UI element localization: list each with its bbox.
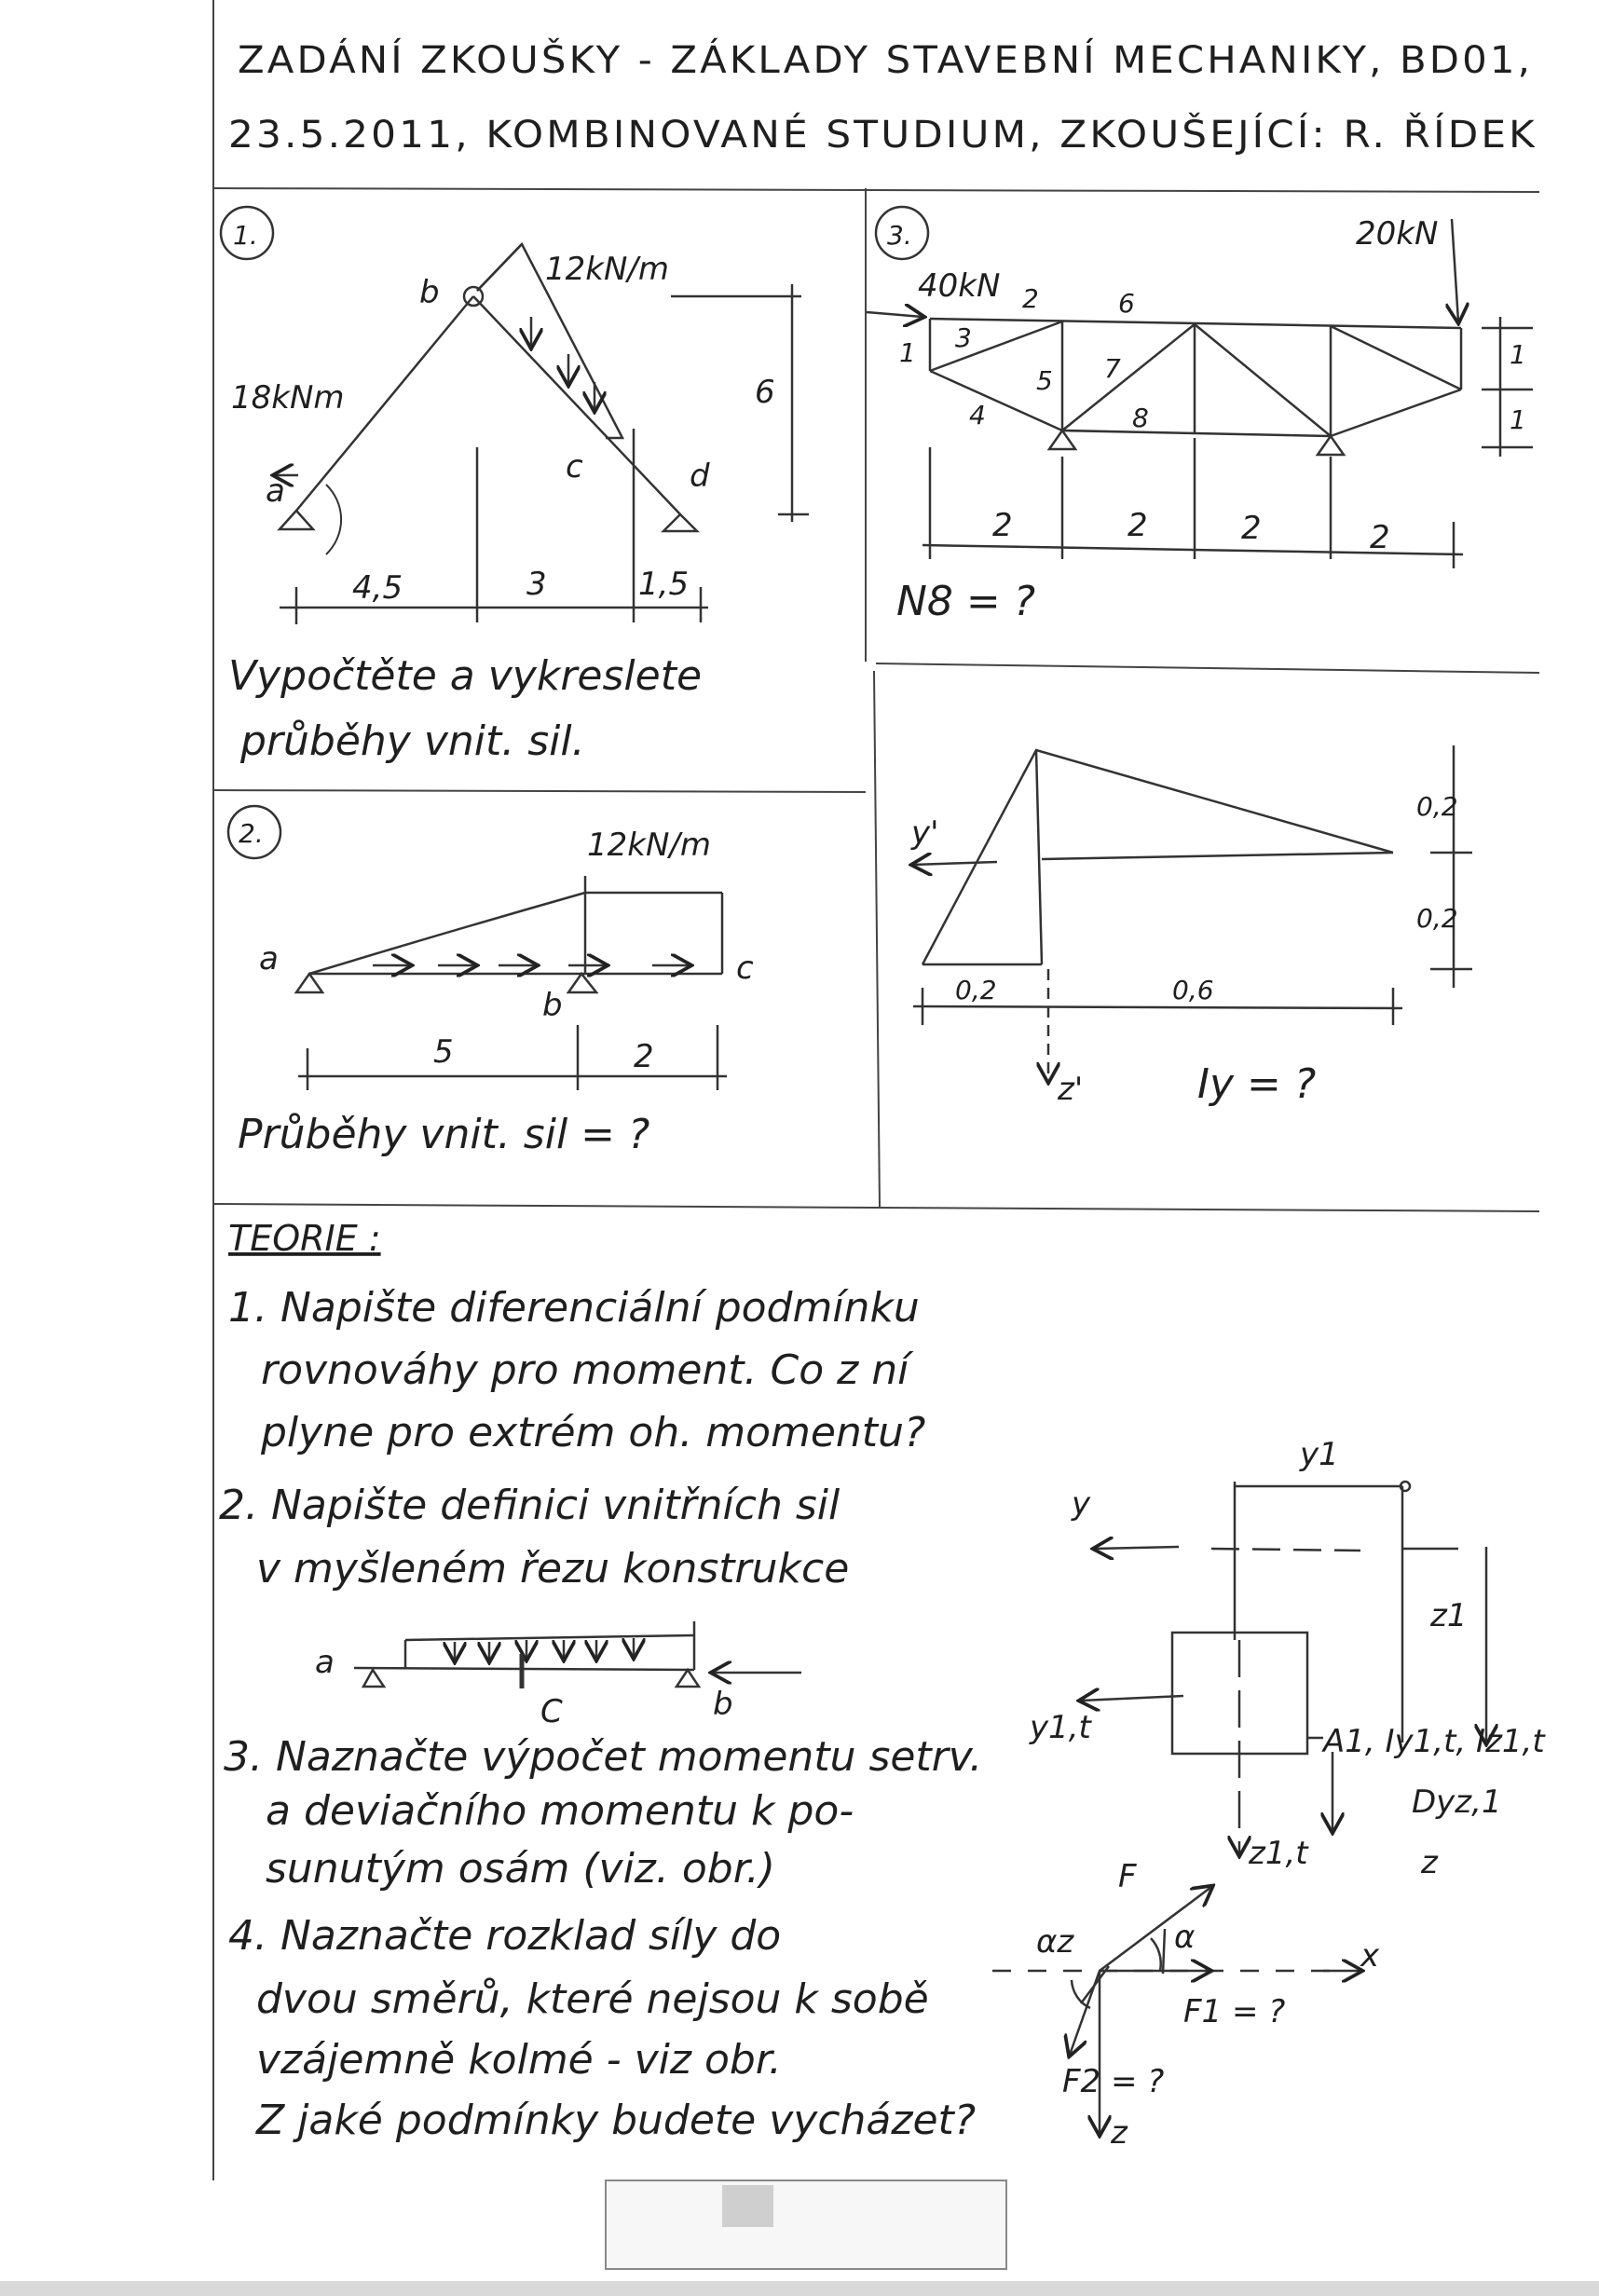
task3-force-left: 40kN (918, 267, 1001, 305)
force-F2: F2 = ? (1062, 2063, 1165, 2100)
task3-number: 3. (887, 220, 912, 251)
task1-dim3: 1,5 (638, 566, 690, 603)
task1-node-a: a (266, 472, 285, 510)
task3-force-top: 20kN (1356, 215, 1439, 253)
force-F: F (1118, 1858, 1137, 1895)
task3-dim-2: 2 (1128, 507, 1148, 544)
task1-number: 1. (233, 220, 258, 251)
theory-q4-line1: 4. Naznačte rozklad síly do (228, 1912, 782, 1960)
section-props: A1, Iy1,t, Iz1,t (1323, 1723, 1545, 1760)
task3-h1: 1 (1510, 339, 1526, 370)
theory-q3-line1: 3. Naznačte výpočet momentu setrv. (224, 1733, 983, 1781)
scan-artifact (0, 2180, 1599, 2296)
task1-height: 6 (755, 374, 775, 411)
task1-load: 12kN/m (545, 251, 669, 288)
task3-member-8: 8 (1132, 403, 1149, 433)
task1-text-2: průběhy vnit. sil. (240, 718, 585, 765)
section-z1: z1 (1430, 1597, 1468, 1634)
section-z: z (1421, 1844, 1438, 1881)
task2-dim2: 2 (634, 1038, 654, 1075)
task4-dim-w2: 0,6 (1172, 975, 1214, 1005)
task3-member-7: 7 (1104, 353, 1121, 384)
task3-dim-4: 2 (1370, 519, 1390, 556)
theory-q3-line2: a deviačního momentu k po- (266, 1787, 854, 1835)
theory-q2-line1: 2. Napište definici vnitřních sil (219, 1482, 840, 1529)
task4-figure (913, 745, 1472, 1081)
theory-q4-line2: dvou směrů, které nejsou k sobě (256, 1975, 929, 2023)
task1-dim1: 4,5 (352, 569, 403, 607)
section-y1t: y1,t (1030, 1709, 1091, 1746)
task1-node-d: d (690, 458, 710, 495)
section-y: y (1072, 1485, 1091, 1523)
section-y1: y1 (1300, 1436, 1339, 1473)
task4-labels (910, 791, 1458, 1108)
task2-labels (238, 818, 754, 1158)
task2-number: 2. (239, 818, 264, 849)
q2-beam-figure (354, 1621, 801, 1688)
q2-node-a: a (315, 1644, 335, 1681)
task3-member-2: 2 (1022, 283, 1039, 314)
task2-load: 12kN/m (587, 827, 711, 864)
task3-dim-1: 2 (992, 507, 1013, 544)
theory-q1-line2: rovnováhy pro moment. Co z ní (261, 1346, 909, 1394)
section-labels (1029, 1436, 1546, 1881)
theory-q4-line3: vzájemně kolmé - viz obr. (256, 2036, 782, 2084)
task3-member-6: 6 (1118, 288, 1135, 319)
task4-axis-y: y' (911, 814, 939, 852)
force-alpha: α (1174, 1919, 1196, 1956)
task4-dim-h1: 0,2 (1416, 791, 1458, 822)
section-z1t: z1,t (1249, 1835, 1308, 1872)
theory-q1-line1: 1. Napište diferenciální podmínku (228, 1284, 920, 1332)
force-x: x (1360, 1937, 1380, 1975)
task1-text-1: Vypočtěte a vykreslete (228, 652, 703, 700)
task1-node-b: b (419, 274, 440, 311)
header-line-1: ZADÁNÍ ZKOUŠKY - ZÁKLADY STAVEBNÍ MECHANIKY, BD01, (238, 39, 1478, 82)
task2-node-b: b (542, 987, 563, 1024)
task3-labels (887, 215, 1526, 625)
task2-node-c: c (736, 950, 754, 987)
theory-q1-line3: plyne pro extrém oh. momentu? (261, 1409, 926, 1456)
task1-moment: 18kNm (231, 379, 345, 417)
task4-axis-z: z' (1058, 1071, 1084, 1108)
task3-figure (867, 207, 1533, 568)
task3-member-3: 3 (955, 322, 972, 353)
task1-dim2: 3 (526, 566, 547, 603)
task3-member-1: 1 (899, 337, 916, 368)
force-F1: F1 = ? (1183, 1993, 1286, 2030)
task3-question: N8 = ? (896, 578, 1036, 625)
theory-q3-line3: sunutým osám (viz. obr.) (266, 1845, 775, 1893)
section-dyz: Dyz,1 (1412, 1784, 1502, 1821)
task3-member-4: 4 (969, 400, 986, 430)
task4-question: Iy = ? (1197, 1060, 1317, 1108)
theory-q2-line2: v myšleném řezu konstrukce (256, 1545, 850, 1592)
task3-member-5: 5 (1036, 365, 1053, 396)
header-line-2: 23.5.2011, KOMBINOVANÉ STUDIUM, ZKOUŠEJÍCÍ: R. ŘÍDEK (228, 114, 1470, 157)
force-z: z (1111, 2114, 1128, 2152)
theory (219, 1218, 982, 2144)
task3-h2: 1 (1510, 404, 1526, 435)
task4-dim-h2: 0,2 (1416, 903, 1458, 934)
task3-dim-3: 2 (1241, 510, 1262, 547)
task2-question: Průběhy vnit. sil = ? (238, 1111, 650, 1158)
force-alpha-z: αz (1036, 1923, 1074, 1961)
task2-dim1: 5 (433, 1033, 454, 1071)
task1-node-c: c (566, 448, 583, 485)
header (228, 37, 1538, 157)
theory-heading: TEORIE : (228, 1218, 381, 1259)
task2-node-a: a (259, 940, 279, 977)
task4-dim-w1: 0,2 (955, 975, 997, 1005)
q2-node-b: b (713, 1686, 733, 1723)
q2-node-c: C (540, 1693, 563, 1730)
theory-q4-line4: Z jaké podmínky budete vycházet? (256, 2097, 977, 2144)
